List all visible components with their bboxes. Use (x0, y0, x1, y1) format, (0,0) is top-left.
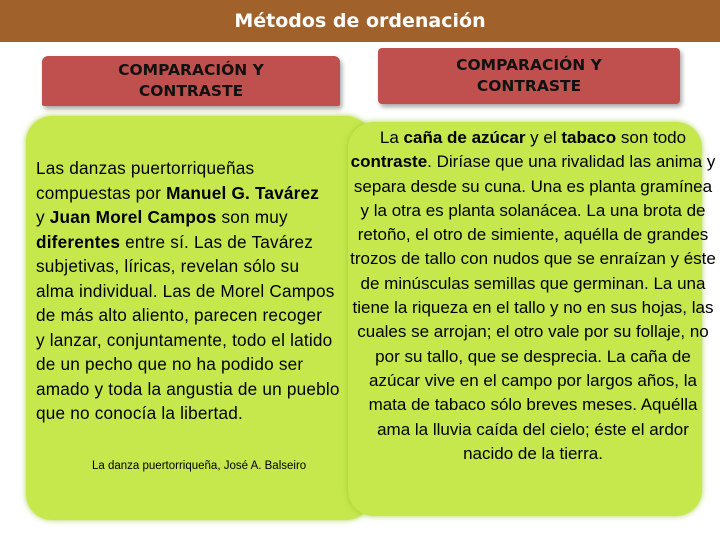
citation (92, 460, 306, 472)
slide-title: Métodos de ordenación (0, 0, 720, 42)
right-text-part: y el (525, 128, 562, 147)
right-text-part: . Diríase que una rivalidad las anima y separa desde su cuna. Una es planta gramínea y la otra es planta solanácea. La una brota de retoño, el otro de simiente, aquélla de grandes trozos de tallo con nudos que se enraízan y éste de minúsculas semillas que germinan. La una tiene la riqueza en el tallo y no en sus hojas, las cuales se arrojan; el otro vale por su follaje, no por su tallo, que se desprecia. La caña de azúcar vive en el campo por largos años, la mata de tabaco sólo breves meses. Aquélla ama la lluvia caída del cielo; éste el ardor nacido de la tierra. (350, 152, 716, 463)
word-diferentes: diferentes (36, 231, 121, 252)
left-text-part: son muy (221, 207, 288, 227)
citation-work: La danza puertorriqueña (92, 460, 218, 472)
name-tavarez: Manuel G. Tavárez (166, 182, 320, 203)
right-text-part: La (379, 128, 404, 147)
right-body-text (350, 126, 716, 466)
term-contraste: contraste (350, 152, 428, 172)
term-tabaco: tabaco (561, 128, 617, 147)
right-text-part: son todo (616, 128, 687, 147)
left-text-part: entre sí. Las de Tavárez subjetivas, líricas, revelan sólo su alma individual. Las de Morel Campos de más alto aliento, parecen recoger y lanzar, conjuntamente, todo el latido de un pecho que no ha podido ser amado y toda la angustia de un pueblo que no conocía la libertad. (36, 231, 340, 423)
right-tag: COMPARACIÓN Y CONTRASTE (378, 48, 680, 104)
left-text-part: y (36, 207, 45, 227)
left-text-part: Las danzas puertorriqueñas compuestas por (36, 158, 255, 203)
left-tag: COMPARACIÓN Y CONTRASTE (42, 56, 340, 106)
term-cana: caña de azúcar (403, 128, 526, 147)
citation-author: , José A. Balseiro (217, 460, 307, 472)
name-morel-campos: Juan Morel Campos (49, 207, 217, 227)
